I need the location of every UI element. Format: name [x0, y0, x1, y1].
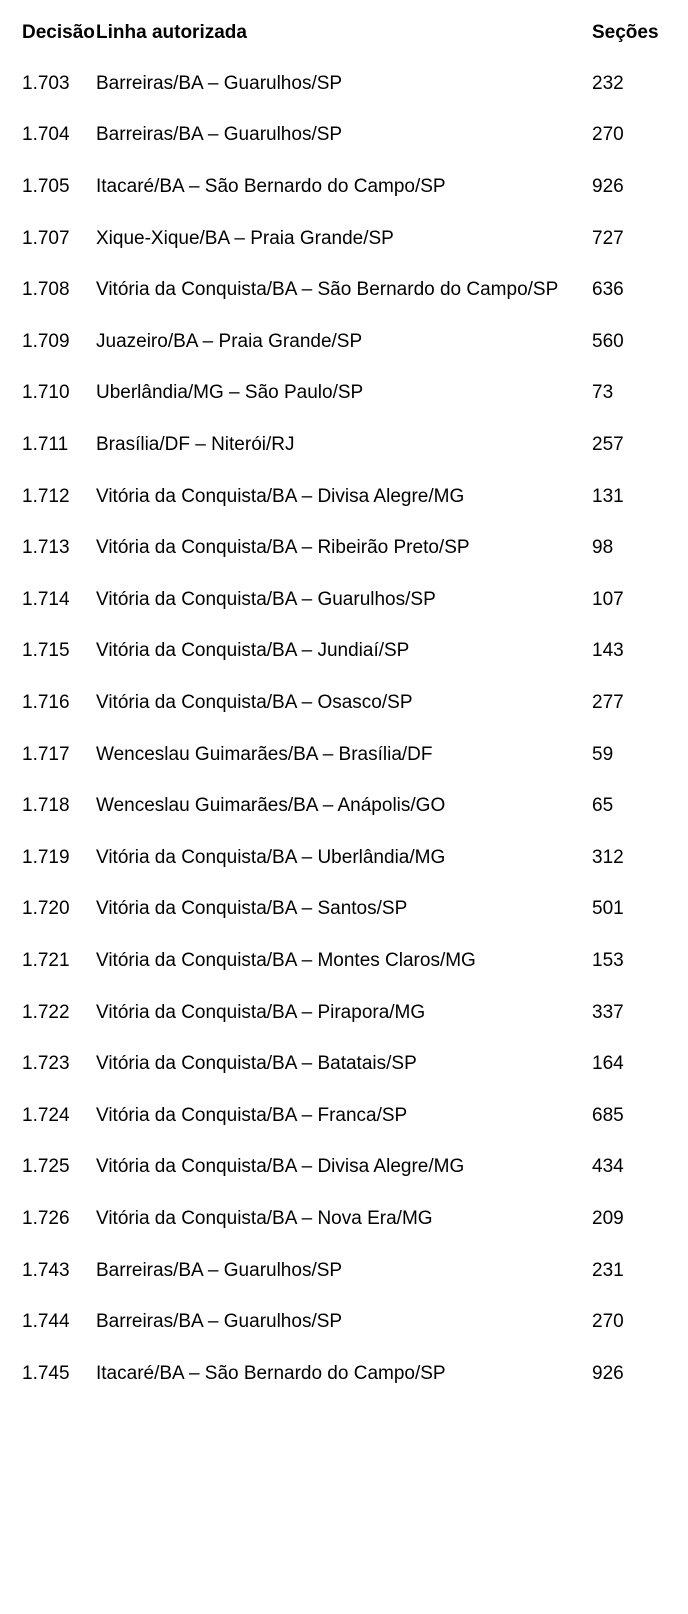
table-row	[22, 1245, 688, 1297]
table-row	[22, 780, 688, 832]
cell-decision: 1.713	[22, 537, 70, 559]
cell-sections: 727	[592, 227, 624, 249]
table-row	[22, 522, 688, 574]
table-row	[22, 1296, 688, 1348]
table-row	[22, 213, 688, 265]
cell-authorized-line: Itacaré/BA – São Bernardo do Campo/SP	[96, 1362, 446, 1384]
cell-decision: 1.712	[22, 485, 70, 507]
cell-authorized-line: Vitória da Conquista/BA – Guarulhos/SP	[96, 588, 436, 610]
table-row	[22, 935, 688, 987]
cell-sections: 143	[592, 640, 624, 662]
cell-sections: 926	[592, 1362, 624, 1384]
cell-decision: 1.714	[22, 588, 70, 610]
cell-sections: 153	[592, 949, 624, 971]
table-header	[22, 8, 688, 58]
cell-sections: 65	[592, 795, 614, 817]
table-row	[22, 1038, 688, 1090]
cell-decision: 1.708	[22, 279, 70, 301]
cell-sections: 231	[592, 1259, 624, 1281]
cell-authorized-line: Xique-Xique/BA – Praia Grande/SP	[96, 227, 394, 249]
cell-decision: 1.724	[22, 1104, 70, 1126]
cell-authorized-line: Vitória da Conquista/BA – Divisa Alegre/MG	[96, 1156, 465, 1178]
cell-sections: 164	[592, 1053, 624, 1075]
table-body	[22, 58, 688, 1399]
cell-decision: 1.719	[22, 846, 70, 868]
cell-sections: 277	[592, 692, 624, 713]
column-header-authorized-line: Linha autorizada	[96, 22, 247, 44]
table-row	[22, 574, 688, 626]
cell-decision: 1.705	[22, 176, 70, 198]
cell-sections: 337	[592, 1001, 624, 1023]
cell-authorized-line: Brasília/DF – Niterói/RJ	[96, 434, 295, 456]
table-row	[22, 110, 688, 162]
cell-sections: 209	[592, 1207, 624, 1229]
cell-sections: 59	[592, 743, 614, 765]
table-row	[22, 832, 688, 884]
cell-decision: 1.726	[22, 1207, 70, 1229]
cell-sections: 131	[592, 485, 624, 507]
cell-authorized-line: Vitória da Conquista/BA – Uberlândia/MG	[96, 846, 446, 868]
cell-sections: 312	[592, 846, 624, 868]
cell-decision: 1.715	[22, 640, 70, 662]
cell-sections: 98	[592, 537, 614, 559]
table-row	[22, 419, 688, 471]
cell-authorized-line: Vitória da Conquista/BA – Batatais/SP	[96, 1053, 417, 1075]
cell-authorized-line: Vitória da Conquista/BA – Osasco/SP	[96, 692, 413, 713]
cell-decision: 1.745	[22, 1362, 70, 1384]
cell-sections: 270	[592, 124, 624, 146]
cell-sections: 107	[592, 588, 624, 610]
cell-authorized-line: Vitória da Conquista/BA – Pirapora/MG	[96, 1001, 426, 1023]
table-row	[22, 1348, 688, 1400]
cell-authorized-line: Vitória da Conquista/BA – Ribeirão Preto/SP	[96, 537, 470, 559]
cell-authorized-line: Vitória da Conquista/BA – Franca/SP	[96, 1104, 408, 1126]
cell-decision: 1.718	[22, 795, 70, 817]
table-row	[22, 1193, 688, 1245]
cell-authorized-line: Vitória da Conquista/BA – Nova Era/MG	[96, 1207, 433, 1229]
table-row	[22, 677, 688, 729]
cell-authorized-line: Juazeiro/BA – Praia Grande/SP	[96, 330, 363, 352]
cell-decision: 1.704	[22, 124, 70, 146]
cell-decision: 1.716	[22, 692, 70, 713]
cell-decision: 1.720	[22, 898, 70, 920]
table-row	[22, 58, 688, 110]
cell-decision: 1.721	[22, 949, 70, 971]
cell-sections: 636	[592, 279, 624, 301]
table-row	[22, 987, 688, 1039]
cell-decision: 1.710	[22, 382, 70, 404]
table-row	[22, 264, 688, 316]
cell-decision: 1.723	[22, 1053, 70, 1075]
cell-sections: 560	[592, 330, 624, 352]
cell-authorized-line: Barreiras/BA – Guarulhos/SP	[96, 1259, 343, 1281]
cell-sections: 257	[592, 434, 624, 456]
cell-authorized-line: Wenceslau Guimarães/BA – Brasília/DF	[96, 743, 433, 765]
cell-authorized-line: Vitória da Conquista/BA – Montes Claros/MG	[96, 949, 476, 971]
cell-decision: 1.743	[22, 1259, 70, 1281]
cell-decision: 1.707	[22, 227, 70, 249]
cell-authorized-line: Vitória da Conquista/BA – Divisa Alegre/MG	[96, 485, 465, 507]
table-row	[22, 471, 688, 523]
table-row	[22, 1141, 688, 1193]
cell-sections: 501	[592, 898, 624, 920]
cell-decision: 1.709	[22, 330, 70, 352]
cell-authorized-line: Barreiras/BA – Guarulhos/SP	[96, 124, 343, 146]
cell-authorized-line: Uberlândia/MG – São Paulo/SP	[96, 382, 364, 404]
cell-decision: 1.711	[22, 434, 69, 456]
cell-sections: 434	[592, 1156, 624, 1178]
table-row	[22, 626, 688, 678]
cell-authorized-line: Wenceslau Guimarães/BA – Anápolis/GO	[96, 795, 446, 817]
cell-decision: 1.725	[22, 1156, 70, 1178]
cell-decision: 1.744	[22, 1311, 70, 1333]
cell-authorized-line: Barreiras/BA – Guarulhos/SP	[96, 72, 343, 94]
table-row	[22, 884, 688, 936]
cell-authorized-line: Vitória da Conquista/BA – Jundiaí/SP	[96, 640, 410, 662]
cell-authorized-line: Barreiras/BA – Guarulhos/SP	[96, 1311, 343, 1333]
table-row	[22, 161, 688, 213]
cell-sections: 685	[592, 1104, 624, 1126]
cell-sections: 73	[592, 382, 614, 404]
table-row	[22, 368, 688, 420]
cell-authorized-line: Itacaré/BA – São Bernardo do Campo/SP	[96, 176, 446, 198]
table-row	[22, 316, 688, 368]
cell-authorized-line: Vitória da Conquista/BA – São Bernardo do Campo/SP	[96, 279, 559, 301]
cell-decision: 1.717	[22, 743, 70, 765]
column-header-sections: Seções	[592, 22, 659, 44]
cell-decision: 1.722	[22, 1001, 70, 1023]
cell-sections: 926	[592, 176, 624, 198]
column-header-decision: Decisão	[22, 22, 95, 44]
cell-sections: 232	[592, 72, 624, 94]
table-row	[22, 729, 688, 781]
cell-sections: 270	[592, 1311, 624, 1333]
cell-decision: 1.703	[22, 72, 70, 94]
cell-authorized-line: Vitória da Conquista/BA – Santos/SP	[96, 898, 408, 920]
table-row	[22, 1090, 688, 1142]
